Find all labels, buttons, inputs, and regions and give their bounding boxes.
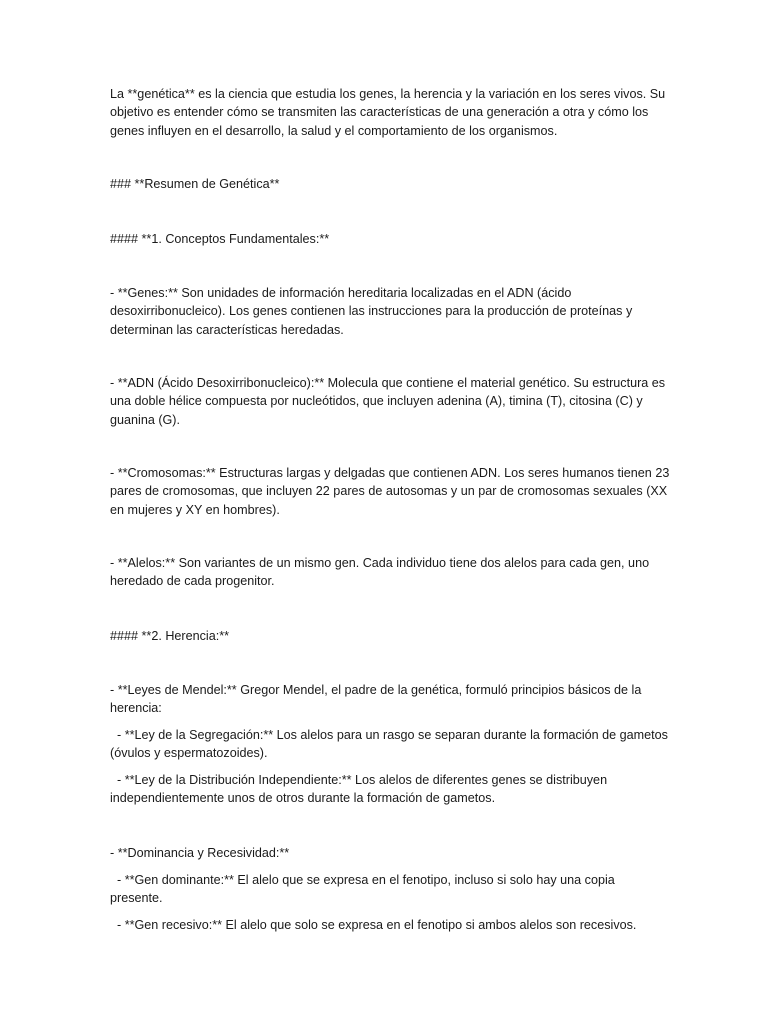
paragraph-dominante: - **Gen dominante:** El alelo que se expresa en el fenotipo, incluso si solo hay una copia presente. [110, 873, 619, 906]
paragraph-alelos: - **Alelos:** Son variantes de un mismo gen. Cada individuo tiene dos alelos para cada gen, uno heredado de cada progenitor. [110, 556, 653, 589]
paragraph-cromosomas: - **Cromosomas:** Estructuras largas y delgadas que contienen ADN. Los seres humanos tienen 23 pares de cromosomas, que incluyen 22 pares de autosomas y un par de cromosomas sexuales (XX en mujeres y XY en hombres). [110, 466, 673, 517]
heading-herencia: #### **2. Herencia:** [110, 629, 230, 643]
paragraph-mendel: - **Leyes de Mendel:** Gregor Mendel, el padre de la genética, formuló principios básicos de la herencia: [110, 683, 645, 716]
intro-paragraph: La **genética** es la ciencia que estudia los genes, la herencia y la variación en los seres vivos. Su objetivo es entender cómo se transmiten las características de una generación a otra y cómo los genes influyen en el desarrollo, la salud y el comportamiento de los organismos. [110, 87, 669, 138]
paragraph-dominancia: - **Dominancia y Recesividad:** [110, 846, 290, 860]
paragraph-recesivo: - **Gen recesivo:** El alelo que solo se expresa en el fenotipo si ambos alelos son recesivos. [110, 918, 637, 932]
paragraph-genes: - **Genes:** Son unidades de información hereditaria localizadas en el ADN (ácido desoxirribonucleico). Los genes contienen las instrucciones para la producción de proteínas y determinan las características heredadas. [110, 286, 636, 337]
heading-resumen: ### **Resumen de Genética** [110, 177, 280, 191]
heading-conceptos: #### **1. Conceptos Fundamentales:** [110, 232, 330, 246]
paragraph-segregacion: - **Ley de la Segregación:** Los alelos para un rasgo se separan durante la formación de gametos (óvulos y espermatozoides). [110, 728, 672, 761]
paragraph-distribucion: - **Ley de la Distribución Independiente:** Los alelos de diferentes genes se distribuyen independientemente unos de otros durante la formación de gametos. [110, 773, 611, 806]
paragraph-adn: - **ADN (Ácido Desoxirribonucleico):** Molecula que contiene el material genético. Su estructura es una doble hélice compuesta por nucleótidos, que incluyen adenina (A), timina (T), citosina (C) y guanina (G). [110, 376, 669, 427]
